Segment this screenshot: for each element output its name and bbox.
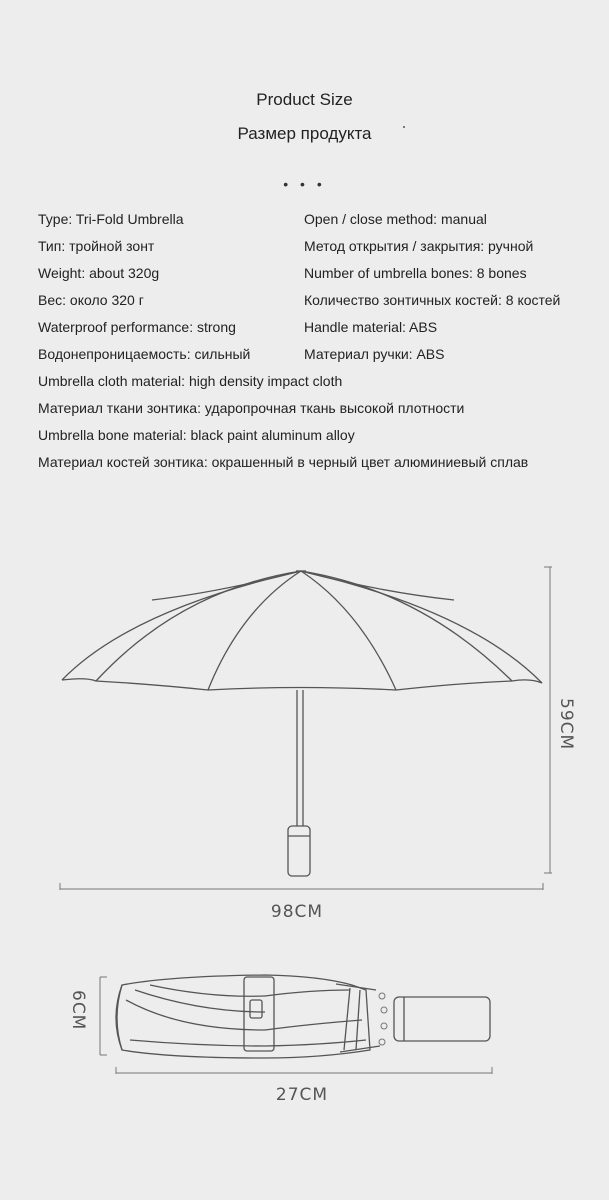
title-english: Product Size (256, 90, 353, 109)
folded-height-dimension (68, 977, 107, 1055)
spec-waterproof-ru: Водонепроницаемость: сильный (38, 346, 251, 362)
open-umbrella-icon (62, 571, 542, 876)
spec-bones-ru: Количество зонтичных костей: 8 костей (304, 292, 561, 308)
folded-umbrella-icon (116, 975, 490, 1058)
spec-cloth-en: Umbrella cloth material: high density impact cloth (38, 373, 343, 389)
spec-type-en: Type: Tri-Fold Umbrella (38, 211, 184, 227)
spec-weight-ru: Вес: около 320 г (38, 292, 144, 308)
spec-handle-ru: Материал ручки: ABS (304, 346, 445, 362)
width-dimension (60, 883, 543, 922)
title-russian: Размер продукта (237, 124, 372, 143)
spec-bone-material-en: Umbrella bone material: black paint aluminum alloy (38, 427, 355, 443)
folded-height-label: 6CM (68, 990, 88, 1031)
spec-method-en: Open / close method: manual (304, 211, 487, 227)
separator-dots: • • • (283, 176, 326, 192)
width-label: 98CM (270, 902, 324, 922)
spec-cloth-ru: Материал ткани зонтика: ударопрочная ткань высокой плотности (38, 400, 465, 416)
spec-bone-material-ru: Материал костей зонтика: окрашенный в черный цвет алюминиевый сплав (38, 454, 529, 470)
folded-length-label: 27CM (275, 1085, 329, 1105)
spec-method-ru: Метод открытия / закрытия: ручной (304, 238, 534, 254)
spec-weight-en: Weight: about 320g (38, 265, 160, 281)
spec-handle-en: Handle material: ABS (304, 319, 438, 335)
spec-type-ru: Тип: тройной зонт (38, 238, 155, 254)
spec-bones-en: Number of umbrella bones: 8 bones (304, 265, 527, 281)
spec-waterproof-en: Waterproof performance: strong (38, 319, 236, 335)
height-label: 59CM (556, 698, 576, 751)
height-dimension (544, 567, 576, 873)
folded-length-dimension (116, 1067, 492, 1105)
